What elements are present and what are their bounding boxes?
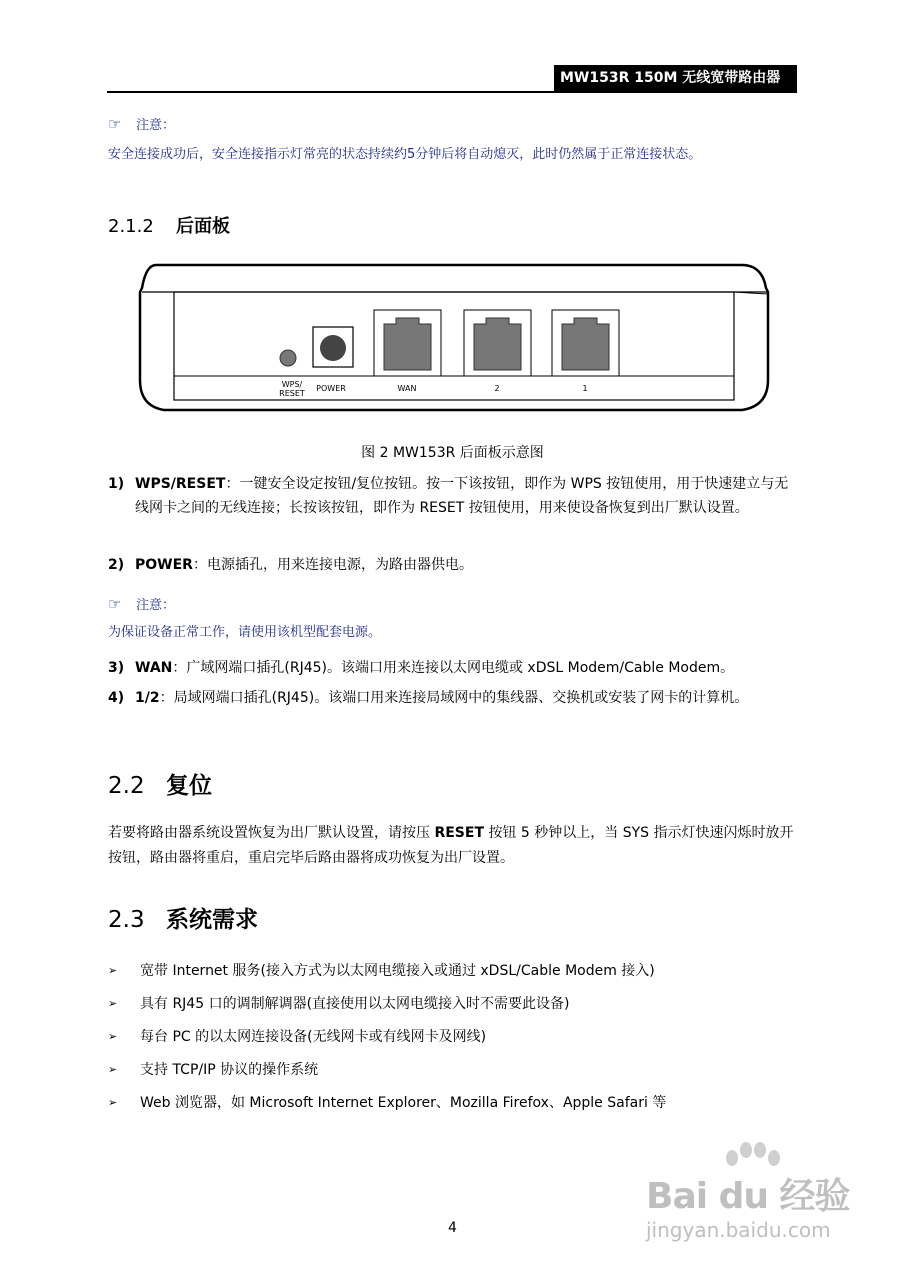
arrow-bullet-icon: ➢ [108, 1062, 118, 1076]
list-item: 3) WAN：广域网端口插孔(RJ45)。该端口用来连接以太网电缆或 xDSL Modem/Cable Modem。 [108, 660, 735, 676]
lan1-label: 1 [582, 384, 588, 393]
section-heading-2-3: 2.3 系统需求 [108, 907, 258, 933]
list-item: ➢ 每台 PC 的以太网连接设备(无线网卡或有线网卡及网线) [108, 1029, 487, 1045]
svg-text:RESET: RESET [279, 389, 305, 398]
list-item: ➢ 宽带 Internet 服务(接入方式为以太网电缆接入或通过 xDSL/Cable Modem 接入) [108, 963, 655, 979]
svg-text:WPS/: WPS/ [281, 380, 303, 389]
arrow-bullet-icon: ➢ [108, 996, 118, 1010]
wan-label: WAN [397, 384, 417, 393]
lan2-label: 2 [494, 384, 500, 393]
rear-panel-figure [134, 262, 774, 426]
arrow-bullet-icon: ➢ [108, 1029, 118, 1043]
baidu-jingyan-watermark: Bai du 经验 jingyan.baidu.com [640, 1140, 860, 1240]
header-rule [107, 91, 797, 93]
list-item: 4) 1/2：局域网端口插孔(RJ45)。该端口用来连接局域网中的集线器、交换机或安装了网卡的计算机。 [108, 690, 749, 706]
note-text: 安全连接成功后，安全连接指示灯常亮的状态持续约5分钟后将自动熄灭，此时仍然属于正常连接状态。 [108, 147, 702, 162]
section-heading-2-1-2: 2.1.2 后面板 [108, 216, 230, 237]
pointing-hand-icon: ☞ [108, 594, 122, 613]
header-title: MW153R 150M 无线宽带路由器 [554, 65, 797, 91]
note-heading [108, 594, 175, 613]
note-label: 注意： [136, 118, 176, 133]
reset-paragraph: 若要将路由器系统设置恢复为出厂默认设置，请按压 RESET 按钮 5 秒钟以上，当 SYS 指示灯快速闪烁时放开按钮，路由器将重启，重启完毕后路由器将成功恢复为出厂设置。 [108, 825, 794, 866]
list-item: ➢ Web 浏览器，如 Microsoft Internet Explorer、Mozilla Firefox、Apple Safari 等 [108, 1095, 667, 1111]
power-label: POWER [316, 384, 346, 393]
page-number: 4 [448, 1220, 457, 1236]
router-rear-panel-diagram [134, 262, 774, 422]
list-item: ➢ 具有 RJ45 口的调制解调器(直接使用以太网电缆接入时不需要此设备) [108, 996, 570, 1012]
pointing-hand-icon: ☞ [108, 114, 122, 133]
note-heading [108, 114, 175, 133]
list-item: 2) POWER：电源插孔，用来连接电源，为路由器供电。 [108, 557, 473, 573]
note-text: 为保证设备正常工作，请使用该机型配套电源。 [108, 625, 382, 640]
section-heading-2-2: 2.2 复位 [108, 773, 212, 799]
list-item: ➢ 支持 TCP/IP 协议的操作系统 [108, 1062, 319, 1078]
figure-caption: 图 2 MW153R 后面板示意图 [361, 445, 544, 461]
note-label: 注意： [136, 598, 176, 613]
list-item: 1) WPS/RESET：一键安全设定按钮/复位按钮。按一下该按钮，即作为 WPS 按钮使用，用于快速建立与无线网卡之间的无线连接；长按该按钮，即作为 RESET 按钮使用，用来使设备恢复到出厂默认设置。 [108, 476, 789, 516]
arrow-bullet-icon: ➢ [108, 1095, 118, 1109]
arrow-bullet-icon: ➢ [108, 963, 118, 977]
